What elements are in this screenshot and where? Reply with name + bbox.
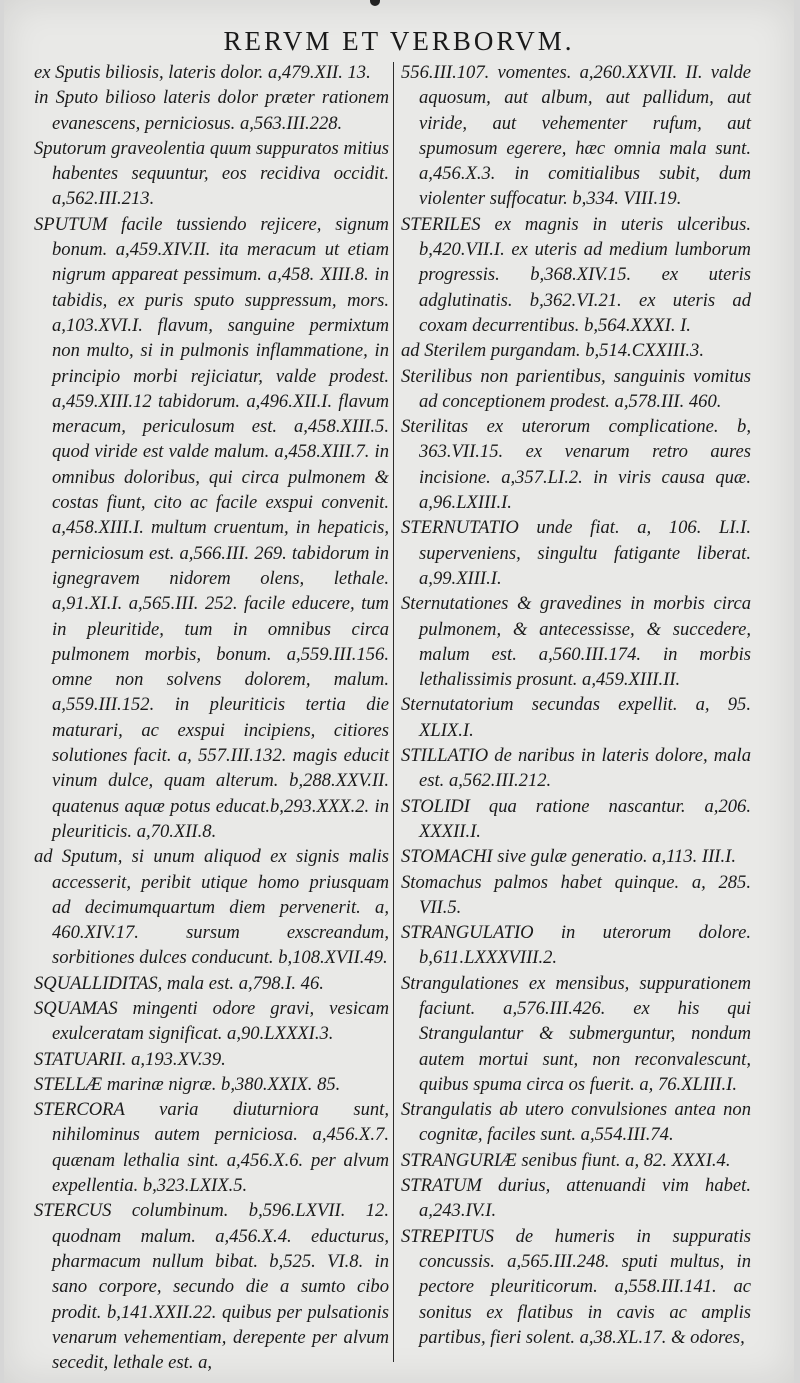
index-entry: Sternutationes & gravedines in morbis circa pulmonem, & antecessisse, & succedere, malum est. a,560.III.174. in morbis lethalissimis prosunt. a,459.XIII.II.: [401, 593, 751, 691]
index-entry: STELLÆ marinæ nigræ. b,380.XXIX. 85.: [34, 1073, 341, 1095]
index-entry: in Sputo bilioso lateris dolor præter rationem evanescens, perniciosus. a,563.III.228.: [34, 87, 389, 134]
index-entry: STRATUM durius, attenuandi vim habet. a,243.IV.I.: [401, 1175, 751, 1222]
index-entry: STATUARII. a,193.XV.39.: [34, 1048, 226, 1070]
index-entry: STRANGULATIO in uterorum dolore. b,611.LXXXVIII.2.: [401, 922, 751, 969]
book-page: [4, 0, 794, 1383]
index-entry: Sternutatorium secundas expellit. a, 95. XLIX.I.: [401, 694, 751, 741]
column-divider: [393, 62, 394, 1362]
index-entry: STREPITUS de humeris in suppuratis concussis. a,565.III.248. sputi multus, in pectore pleuriticorum. a,558.III.141. ac sonitus ex flatibus in cavis ac amplis partibus, fieri solent. a,38.XL.17. & odores,: [401, 1225, 751, 1348]
right-column: [401, 60, 751, 1350]
index-entry: ex Sputis biliosis, lateris dolor. a,479.XII. 13.: [34, 62, 371, 83]
index-entry: STOLIDI qua ratione nascantur. a,206. XXXII.I.: [401, 795, 751, 842]
index-entry: STILLATIO de naribus in lateris dolore, mala est. a,562.III.212.: [401, 745, 751, 792]
index-entry: Sterilitas ex uterorum complicatione. b, 363.VII.15. ex venarum retro aures incisione. a,357.LI.2. in viris causa quæ. a,96.LXIII.I.: [401, 416, 751, 514]
index-entry: 556.III.107. vomentes. a,260.XXVII. II. valde aquosum, aut album, aut pallidum, aut viride, aut vehementer rufum, aut spumosum egerere, hæc omnia mala sunt. a,456.X.3. in comitialibus subit, dum violenter suffocatur. b,334. VIII.19.: [401, 62, 751, 210]
index-entry: Strangulationes ex mensibus, suppurationem faciunt. a,576.III.426. ex his qui Strangulantur & submerguntur, nondum autem mortui sunt, non reconvalescunt, quibus spuma circa os fuerit. a, 76.XLIII.I.: [401, 972, 751, 1095]
index-entry: STOMACHI sive gulæ generatio. a,113. III.I.: [401, 846, 736, 868]
index-entry: ad Sterilem purgandam. b,514.CXXIII.3.: [401, 340, 704, 362]
index-entry: Sputorum graveolentia quum suppuratos mitius habentes sequuntur, eos recidiva occidit. a,562.III.213.: [34, 137, 389, 210]
index-entry: SPUTUM facile tussiendo rejicere, signum bonum. a,459.XIV.II. ita meracum ut etiam nigrum appareat pessimum. a,458. XIII.8. in tabidis, ex puris sputo suppressum, mors. a,103.XVI.I. flavum, sanguine permixtum non multo, si in pulmonis inflammatione, in principio morbi rejiciatur, valde prodest. a,459.XIII.12 tabidorum. a,496.XII.I. flavum meracum, periculosum est. a,458.XIII.5. quod viride est valde malum. a,458.XIII.7. in omnibus doloribus, qui circa pulmonem & costas fiunt, cito ac facile exspui convenit. a,458.XIII.I. multum cruentum, in hepaticis, perniciosum est. a,566.III. 269. tabidorum in ignegravem nidorem olens, lethale. a,91.XI.I. a,565.III. 252. facile educere, tum in pleuritide, tum in omnibus circa pulmonem morbis, bonum. a,559.III.156. omne non solvens dolorem, malum. a,559.III.152. in pleuriticis tertia die maturari, ac exspui incipiens, citiores solutiones facit. a, 557.III.132. magis educit vinum dulce, quam alterum. b,288.XXV.II. quatenus aquæ potus educat.b,293.XXX.2. in pleuriticis. a,70.XII.8.: [34, 213, 389, 842]
index-entry: Sterilibus non parientibus, sanguinis vomitus ad conceptionem prodest. a,578.III. 460.: [401, 365, 751, 412]
index-entry: STERCORA varia diuturniora sunt, nihilominus autem perniciosa. a,456.X.7. quænam lethalia sint. a,456.X.6. per alvum expellentia. b,323.LXIX.5.: [34, 1099, 389, 1197]
running-header: RERVM ET VERBORVM.: [223, 26, 575, 56]
page-top-mark: [370, 0, 380, 6]
index-entry: STERCUS columbinum. b,596.LXVII. 12. quodnam malum. a,456.X.4. educturus, pharmacum nullum bibat. b,525. VI.8. in sano corpore, secundo die a sumto cibo prodit. b,141.XXII.22. quibus per pulsationis venarum vehementiam, derepente per alvum secedit, lethale est. a,: [34, 1200, 389, 1374]
index-entry: STRANGURIÆ senibus fiunt. a, 82. XXXI.4.: [401, 1149, 731, 1171]
left-column: [34, 60, 389, 1375]
index-entry: ad Sputum, si unum aliquod ex signis malis accesserit, peribit utique homo priusquam ad decimumquartum diem pervenerit. a, 460.XIV.17. sursum exscreandum, sorbitiones dulces conducunt. b,108.XVII.49.: [34, 846, 389, 969]
index-entry: SQUAMAS mingenti odore gravi, vesicam exulceratam significat. a,90.LXXXI.3.: [34, 997, 389, 1045]
index-entry: STERILES ex magnis in uteris ulceribus. b,420.VII.I. ex uteris ad medium lumborum progressis. b,368.XIV.15. ex uteris adglutinatis. b,362.VI.21. ex uteris ad coxam decurrentibus. b,564.XXXI. I.: [401, 213, 751, 336]
index-entry: SQUALLIDITAS, mala est. a,798.I. 46.: [34, 972, 324, 994]
index-entry: STERNUTATIO unde fiat. a, 106. LI.I. superveniens, singultu fatigante liberat. a,99.XIII.I.: [401, 517, 751, 589]
index-entry: Strangulatis ab utero convulsiones antea non cognitæ, faciles sunt. a,554.III.74.: [401, 1099, 751, 1146]
index-entry: Stomachus palmos habet quinque. a, 285. VII.5.: [401, 871, 751, 918]
